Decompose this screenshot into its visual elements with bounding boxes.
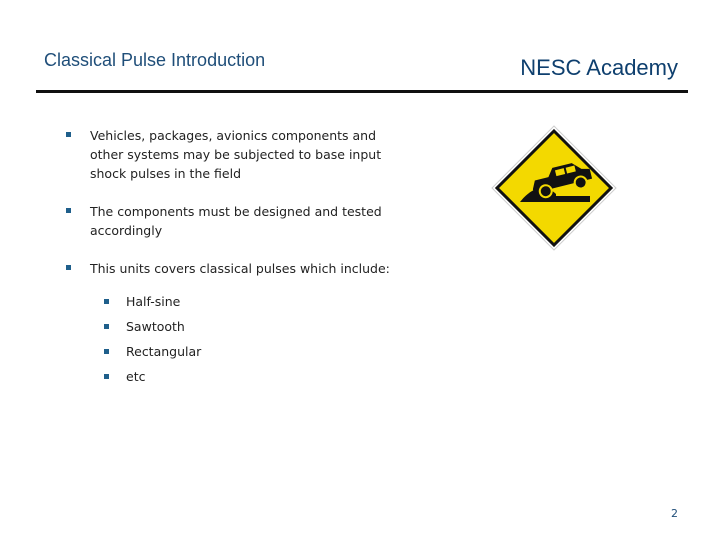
bullet-square-icon xyxy=(66,265,71,270)
sub-bullet-item xyxy=(104,364,406,389)
bullet-item xyxy=(66,259,406,278)
sub-bullet-text: Rectangular xyxy=(126,344,202,359)
bullet-square-icon xyxy=(104,374,109,379)
sub-bullet-item xyxy=(104,339,406,364)
slide-title: Classical Pulse Introduction xyxy=(44,50,266,70)
bullet-list xyxy=(66,126,406,389)
bullet-text: This units covers classical pulses which include: xyxy=(90,261,390,276)
bullet-text: Vehicles, packages, avionics components and other systems may be subjected to base input shock pulses in the field xyxy=(90,128,382,181)
sub-bullet-item xyxy=(104,314,406,339)
sub-bullet-item xyxy=(104,289,406,314)
brand-logo-text: NESC Academy xyxy=(520,55,678,80)
bullet-square-icon xyxy=(104,324,109,329)
bullet-item xyxy=(66,126,406,183)
bullet-square-icon xyxy=(104,299,109,304)
bullet-square-icon xyxy=(104,349,109,354)
sub-bullet-text: Half-sine xyxy=(126,294,181,309)
bullet-square-icon xyxy=(66,208,71,213)
bullet-text: The components must be designed and tested accordingly xyxy=(90,204,382,238)
header-rule xyxy=(36,90,688,93)
bullet-square-icon xyxy=(66,132,71,137)
sub-bullet-text: etc xyxy=(126,369,146,384)
page-number: 2 xyxy=(671,507,678,520)
sub-bullet-text: Sawtooth xyxy=(126,319,185,334)
bullet-item xyxy=(66,202,406,240)
steep-grade-warning-sign-icon xyxy=(490,124,618,252)
